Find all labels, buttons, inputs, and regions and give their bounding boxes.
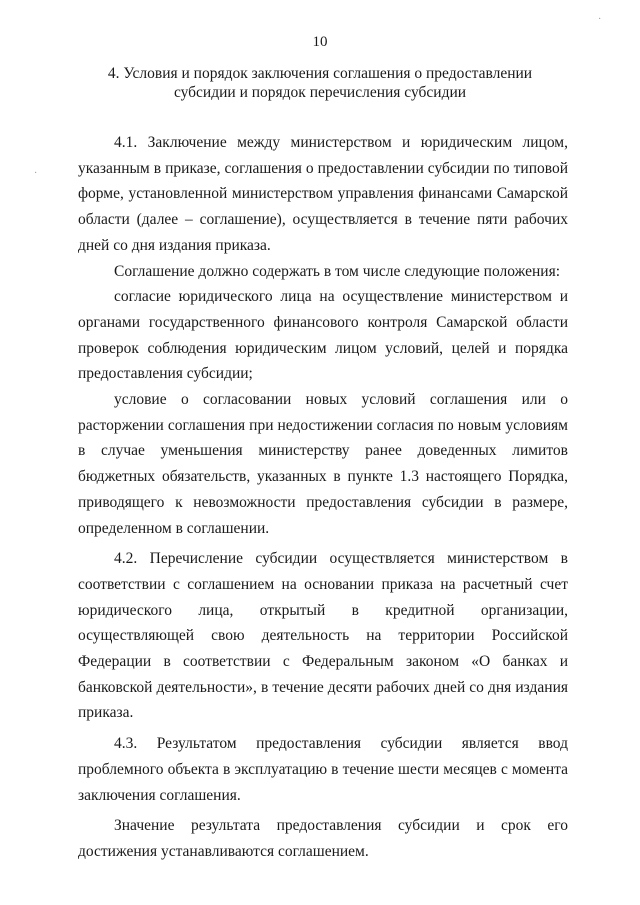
scan-speck: · (34, 168, 38, 179)
section-title (80, 64, 560, 102)
document-body (78, 130, 568, 865)
paragraph-4-3: 4.3. Результатом предоставления субсидии является ввод проблемного объекта в эксплуатацию в течение шести месяцев с момента заключения соглашения. (78, 735, 568, 804)
paragraph-agreement-contents: Соглашение должно содержать в том числе следующие положения: (114, 262, 561, 280)
section-title-line-2: субсидии и порядок перечисления субсидии (173, 84, 467, 101)
paragraph-result-value: Значение результата предоставления субсидии и срок его достижения устанавливаются соглашением. (78, 817, 568, 860)
section-title-line-1: 4. Условия и порядок заключения соглашения о предоставлении (107, 65, 533, 82)
paragraph-consent-provision: согласие юридического лица на осуществление министерством и органами государственного финансового контроля Самарской области проверок соблюдения юридическим лицом условий, целей и порядка предоставления субсидии; (78, 288, 568, 383)
paragraph-4-2: 4.2. Перечисление субсидии осуществляется министерством в соответствии с соглашением на основании приказа на расчетный счет юридического лица, открытый в кредитной организации, осуществляющей свою деятельность на территории Российской Федерации в соответствии с Федеральным законом «О банках и банковской деятельности», в течение десяти рабочих дней со дня издания приказа. (78, 550, 568, 722)
page-number: 10 (312, 34, 328, 50)
scan-speck: · (598, 14, 602, 25)
paragraph-termination-provision: условие о согласовании новых условий соглашения или о расторжении соглашения при недостижении согласия по новым условиям в случае уменьшения министерству ранее доведенных лимитов бюджетных обязательств, указанных в пункте 1.3 настоящего Порядка, приводящего к невозможности предоставления субсидии в размере, определенном в соглашении. (78, 391, 568, 537)
paragraph-4-1: 4.1. Заключение между министерством и юридическим лицом, указанным в приказе, соглашения о предоставлении субсидии по типовой форме, установленной министерством управления финансами Самарской области (далее – соглашение), осуществляется в течение пяти рабочих дней со дня издания приказа. (78, 134, 568, 254)
